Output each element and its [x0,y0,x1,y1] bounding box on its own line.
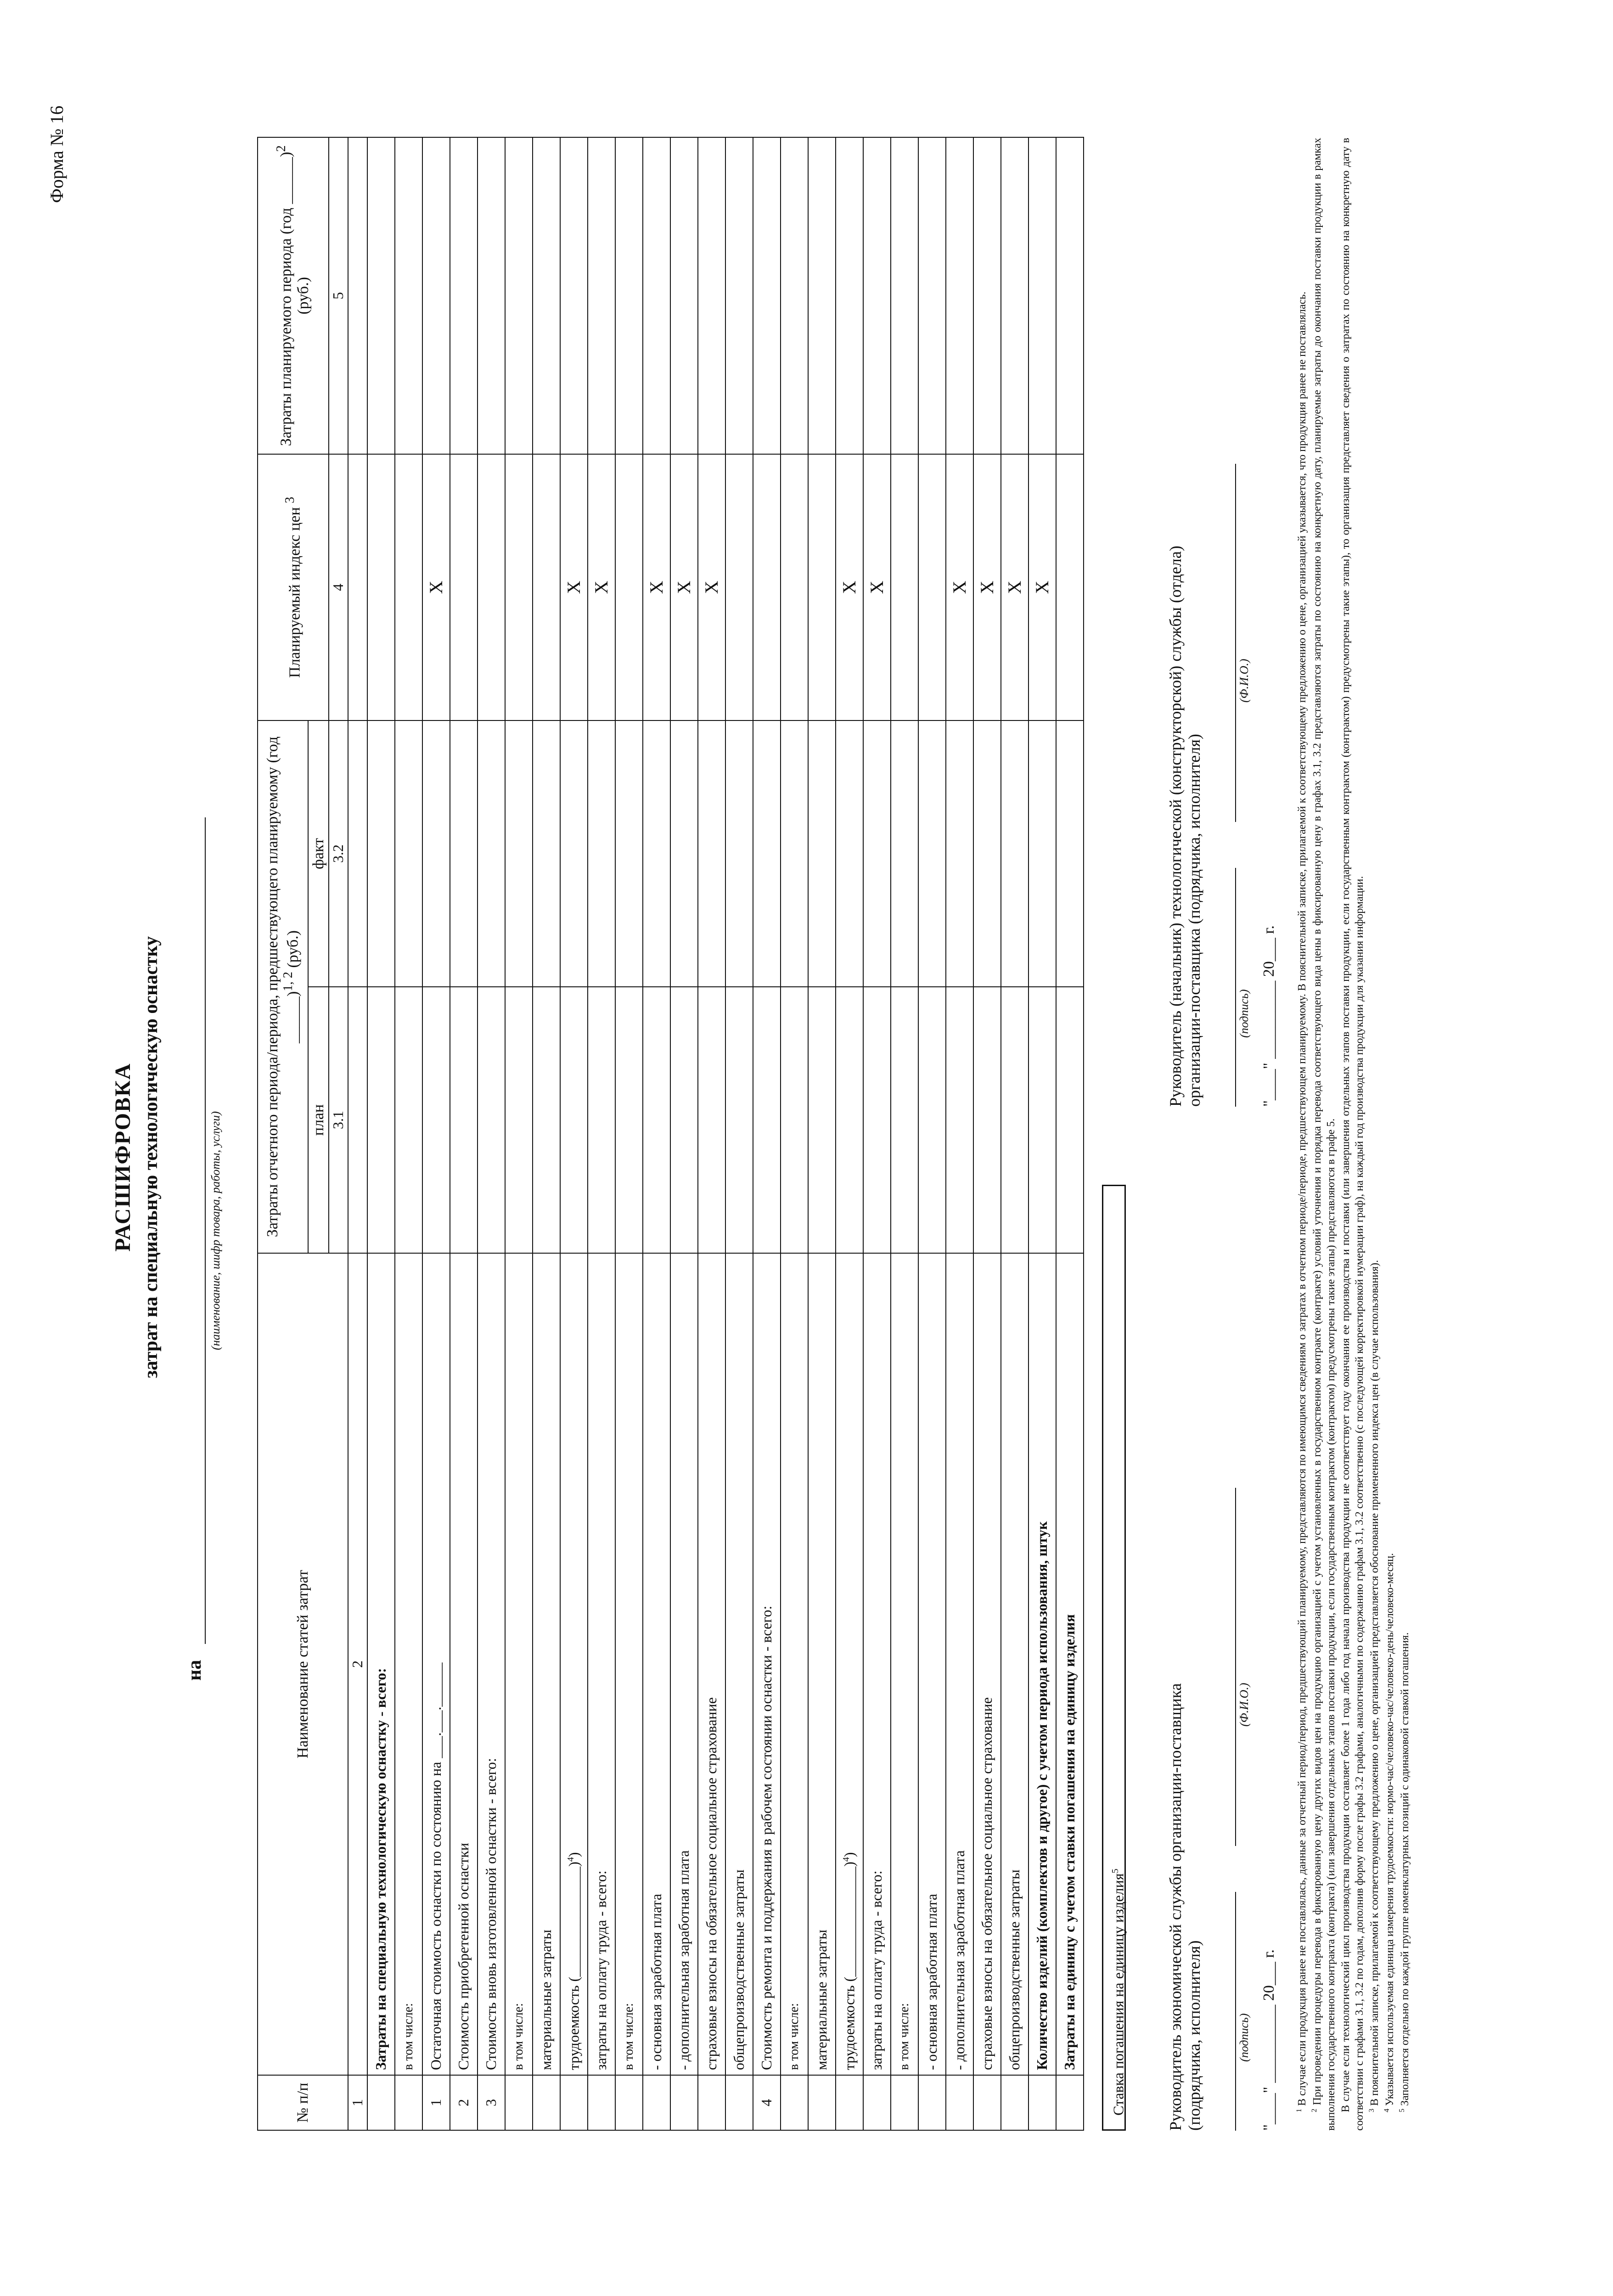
cell-price-index: X [643,454,670,720]
row-number [1001,2075,1028,2130]
footnotes [1295,138,1413,2131]
row-name: трудоемкость (_______________)$^4$) [560,1253,588,2075]
table-row [615,137,643,2130]
cell-plan[interactable] [643,987,670,1253]
cell-price-index: X [670,454,698,720]
cell-price-index: X [946,454,973,720]
cell-price-index[interactable] [505,454,533,720]
cell-planned[interactable] [615,137,643,454]
row-number [973,2075,1001,2130]
cell-planned[interactable] [422,137,450,454]
cell-price-index: X [560,454,588,720]
document-subtitle: затрат на специальную технологическую оснастку [141,936,162,1379]
full-name-field[interactable] [1235,1488,1236,1846]
row-name: материальные затраты [808,1253,836,2075]
cell-planned[interactable] [918,137,946,454]
cell-fact[interactable] [643,720,670,987]
cell-plan[interactable] [367,987,395,1253]
cell-plan[interactable] [836,987,863,1253]
table-row [422,137,450,2130]
cell-plan[interactable] [422,987,450,1253]
row-number [588,2075,615,2130]
cell-price-index[interactable] [615,454,643,720]
row-name: Стоимость ремонта и поддержания в рабочем состоянии оснастки - всего: [753,1253,781,2075]
table-row [863,137,891,2130]
row-number [643,2075,670,2130]
cell-price-index: X [1028,454,1056,720]
rotated-form-sheet [46,92,1557,2223]
header-fact: факт [308,720,329,987]
table-row [450,137,478,2130]
footnote: $^5$ Заполняется отдельно по каждой группе номенклатурных позиций с одинаковой ставкой погашения. [1398,1632,1411,2112]
cell-planned[interactable] [973,137,1001,454]
footnote: $^1$ В случае если продукция ранее не поставлялась, данные за отчетный период/период, предшествующий планируемому, представляются по имеющимся сведениям о затратах в отчетном периоде/периоде, предшествующем планируемому. В пояснительной записке, прилагаемой к соответствующему предложению о цене, организацией указывается, что продукция ранее не поставлялась. [1295,292,1308,2112]
row-name: Остаточная стоимость оснастки по состоянию на ___.___.______ [422,1253,450,2075]
table-row [670,137,698,2130]
row-number [1056,2075,1084,2130]
cell-price-index[interactable] [1056,454,1084,720]
cell-plan[interactable] [753,987,781,1253]
cell-fact[interactable] [450,720,478,987]
cell-planned[interactable] [946,137,973,454]
cell-fact[interactable] [670,720,698,987]
date-field[interactable]: "____" __________ 20___ г. [1260,1949,1277,2131]
cell-planned[interactable] [891,137,918,454]
cell-price-index: X [973,454,1001,720]
table-row [698,137,725,2130]
row-number [836,2075,863,2130]
header-price-index: Планируемый индекс цен $^3$ [258,454,329,720]
cell-plan[interactable] [505,987,533,1253]
col-index-no: 1 [348,2075,367,2130]
col-index-1: 3.1 [329,987,348,1253]
cell-price-index[interactable] [725,454,753,720]
row-number [918,2075,946,2130]
document-title: РАСШИФРОВКА [111,1063,135,1252]
cell-plan[interactable] [395,987,422,1253]
cell-fact[interactable] [615,720,643,987]
cell-fact[interactable] [836,720,863,987]
row-number: 2 [450,2075,478,2130]
form-number: Форма № 16 [46,106,67,203]
cell-price-index: X [1001,454,1028,720]
table-row [1028,137,1056,2130]
cell-planned[interactable] [698,137,725,454]
cell-planned[interactable] [560,137,588,454]
table-row [808,137,836,2130]
cell-fact[interactable] [505,720,533,987]
signature-block-technologist: Руководитель (начальник) технологической (конструкторской) службы (отдела) организации-поставщика (подрядчика, исполнителя) (подпись) (Ф.И.О.) "____" __________ 20___ г. [1166,142,1286,1107]
row-number [367,2075,395,2130]
cell-price-index: X [422,454,450,720]
row-name: в том числе: [395,1253,422,2075]
cell-price-index[interactable] [367,454,395,720]
cell-planned[interactable] [781,137,808,454]
row-name: материальные затраты [533,1253,560,2075]
cell-plan[interactable] [533,987,560,1253]
table-row [836,137,863,2130]
signature-block-economist: Руководитель экономической службы организации-поставщика (подрядчика, исполнителя) (подпись) (Ф.И.О.) "____" __________ 20___ г. [1166,1258,1286,2131]
na-label: на [184,1660,205,1681]
repayment-rate-row: Ставка погашения на единицу изделия$^5$ [1102,1185,1126,2131]
cell-fact[interactable] [753,720,781,987]
col-index-4: 5 [329,137,348,454]
cell-fact[interactable] [698,720,725,987]
table-row [505,137,533,2130]
col-index-name: 2 [348,1253,367,2075]
cell-plan[interactable] [946,987,973,1253]
product-name-caption: (наименование, шифр товара, работы, услуги) [209,1111,222,1351]
cell-planned[interactable] [395,137,422,454]
table-row [533,137,560,2130]
cell-planned[interactable] [588,137,615,454]
cell-planned[interactable] [1056,137,1084,454]
cell-plan[interactable] [615,987,643,1253]
cell-price-index: X [863,454,891,720]
cell-planned[interactable] [505,137,533,454]
cell-fact[interactable] [422,720,450,987]
row-name: - основная заработная плата [918,1253,946,2075]
footnote: $^2$ При проведении процедуры перевода в фиксированную цену других видов цен на продукцию организацией с учетом установленных в государственном контракте (контракте) условий уточнения и порядка перевода соответствующего вида цены в фиксированную цену в графах 3.1, 3.2 представляются затраты по состоянию на конкретную дату, планируемые затраты до окончания поставки продукции в рамках выполнения государственного контракта (контракта) (или завершения отдельных этапов поставки продукции, если государственным контрактом (контрактом) предусмотрены такие этапы) представляются в графе 5. [1310,137,1337,2131]
cell-planned[interactable] [1001,137,1028,454]
header-prev-period: Затраты отчетного периода/периода, предшествующего планируемому (год ______)$^{1, 2}$ (руб.) [258,720,308,1253]
row-number [698,2075,725,2130]
date-field[interactable]: "____" __________ 20___ г. [1260,925,1277,1107]
row-name: в том числе: [615,1253,643,2075]
footnote: $^3$ В пояснительной записке, прилагаемой к соответствующему предложению о цене, организацией представляется обоснование примененного индекса цен (в случае использования). [1368,1260,1381,2112]
row-name: в том числе: [781,1253,808,2075]
cell-price-index[interactable] [918,454,946,720]
row-name: трудоемкость (_______________)$^4$) [836,1253,863,2075]
table-row [478,137,505,2130]
cell-planned[interactable] [478,137,505,454]
row-number [670,2075,698,2130]
row-name: - основная заработная плата [643,1253,670,2075]
cell-planned[interactable] [836,137,863,454]
row-name: Затраты на единицу с учетом ставки погашения на единицу изделия [1056,1253,1084,2075]
cell-planned[interactable] [533,137,560,454]
cell-price-index[interactable] [533,454,560,720]
row-name: - дополнительная заработная плата [670,1253,698,2075]
cell-fact[interactable] [395,720,422,987]
header-no: № п/п [258,2075,348,2130]
cell-plan[interactable] [1028,987,1056,1253]
cell-price-index[interactable] [781,454,808,720]
row-name: затраты на оплату труда - всего: [588,1253,615,2075]
cell-plan[interactable] [1001,987,1028,1253]
cell-plan[interactable] [588,987,615,1253]
full-name-field[interactable] [1235,464,1236,822]
cell-planned[interactable] [670,137,698,454]
cell-price-index[interactable] [478,454,505,720]
row-name: страховые взносы на обязательное социальное страхование [698,1253,725,2075]
cell-fact[interactable] [533,720,560,987]
cell-fact[interactable] [1001,720,1028,987]
cell-planned[interactable] [808,137,836,454]
cell-fact[interactable] [725,720,753,987]
col-index-2: 3.2 [329,720,348,987]
cell-fact[interactable] [808,720,836,987]
table-row [1056,137,1084,2130]
col-index-3: 4 [329,454,348,720]
row-number: 1 [422,2075,450,2130]
cell-plan[interactable] [918,987,946,1253]
cell-planned[interactable] [753,137,781,454]
table-row [588,137,615,2130]
cell-planned[interactable] [367,137,395,454]
table-row [1001,137,1028,2130]
row-number [725,2075,753,2130]
cell-fact[interactable] [478,720,505,987]
cell-plan[interactable] [891,987,918,1253]
row-number [863,2075,891,2130]
row-name: общепроизводственные затраты [1001,1253,1028,2075]
row-number [891,2075,918,2130]
row-name: в том числе: [891,1253,918,2075]
row-number [533,2075,560,2130]
cell-fact[interactable] [946,720,973,987]
row-name: затраты на оплату труда - всего: [863,1253,891,2075]
cell-plan[interactable] [670,987,698,1253]
row-name: общепроизводственные затраты [725,1253,753,2075]
cell-fact[interactable] [863,720,891,987]
row-number [1028,2075,1056,2130]
signature-field[interactable] [1235,868,1236,1107]
table-row [643,137,670,2130]
table-row [395,137,422,2130]
cell-plan[interactable] [478,987,505,1253]
cell-plan[interactable] [698,987,725,1253]
table-row [725,137,753,2130]
table-row [367,137,395,2130]
cell-plan[interactable] [1056,987,1084,1253]
cell-price-index: X [836,454,863,720]
cell-price-index[interactable] [450,454,478,720]
cell-planned[interactable] [725,137,753,454]
cell-price-index: X [698,454,725,720]
cell-fact[interactable] [781,720,808,987]
table-row [918,137,946,2130]
row-name: Затраты на специальную технологическую оснастку - всего: [367,1253,395,2075]
cell-plan[interactable] [973,987,1001,1253]
row-name: Стоимость приобретенной оснастки [450,1253,478,2075]
cell-price-index[interactable] [808,454,836,720]
cell-plan[interactable] [781,987,808,1253]
cell-plan[interactable] [560,987,588,1253]
cell-planned[interactable] [450,137,478,454]
table-row [753,137,781,2130]
footnote: $^4$ Указывается используемая единица измерения трудоемкости: нормо-час/человеко-час/человеко-день/человеко-месяц. [1383,1553,1396,2112]
cell-planned[interactable] [863,137,891,454]
cost-breakdown-table [257,137,1084,2131]
product-name-field[interactable] [205,817,206,1644]
cell-price-index[interactable] [395,454,422,720]
row-name: Стоимость вновь изготовленной оснастки - всего: [478,1253,505,2075]
table-row [560,137,588,2130]
cell-fact[interactable] [918,720,946,987]
footnote: В случае если технологический цикл производства продукции составляет более 1 года либо год начала производства продукции не соответствует году окончания ее производства и поставки (или завершения отдельных этапов поставки продукции, если государственным контрактом (контрактом) предусмотрены такие этапы), то организация представляет сведения о затратах по состоянию на конкретную дату в соответствии с графами 3.1, 3.2 по годам, дополнив форму после графы 3.2 графами, аналогичными по содержанию графам 3.1, 3.2 соответственно (с последующей корректировкой нумерации граф), на каждый год производства продукции для указания информации. [1340,138,1366,2131]
cell-planned[interactable] [643,137,670,454]
cell-price-index[interactable] [891,454,918,720]
cell-plan[interactable] [863,987,891,1253]
table-row [891,137,918,2130]
cell-fact[interactable] [560,720,588,987]
cell-plan[interactable] [450,987,478,1253]
cell-fact[interactable] [1056,720,1084,987]
header-plan: план [308,987,329,1253]
cell-fact[interactable] [367,720,395,987]
cell-plan[interactable] [808,987,836,1253]
row-number [808,2075,836,2130]
table-row [781,137,808,2130]
cell-planned[interactable] [1028,137,1056,454]
row-name: в том числе: [505,1253,533,2075]
cell-fact[interactable] [973,720,1001,987]
cell-price-index[interactable] [753,454,781,720]
row-number [505,2075,533,2130]
table-row [946,137,973,2130]
row-number [560,2075,588,2130]
row-number [395,2075,422,2130]
header-planned: Затраты планируемого периода (год ______)$^2$ (руб.) [258,137,329,454]
cell-fact[interactable] [1028,720,1056,987]
header-name: Наименование статей затрат [258,1253,348,2075]
cell-plan[interactable] [725,987,753,1253]
row-number [946,2075,973,2130]
signature-field[interactable] [1235,1892,1236,2131]
row-number: 4 [753,2075,781,2130]
cell-fact[interactable] [891,720,918,987]
row-number [615,2075,643,2130]
cell-fact[interactable] [588,720,615,987]
row-name: Количество изделий (комплектов и другое) с учетом периода использования, штук [1028,1253,1056,2075]
cell-price-index: X [588,454,615,720]
row-name: страховые взносы на обязательное социальное страхование [973,1253,1001,2075]
row-number [781,2075,808,2130]
row-name: - дополнительная заработная плата [946,1253,973,2075]
table-row [973,137,1001,2130]
row-number: 3 [478,2075,505,2130]
